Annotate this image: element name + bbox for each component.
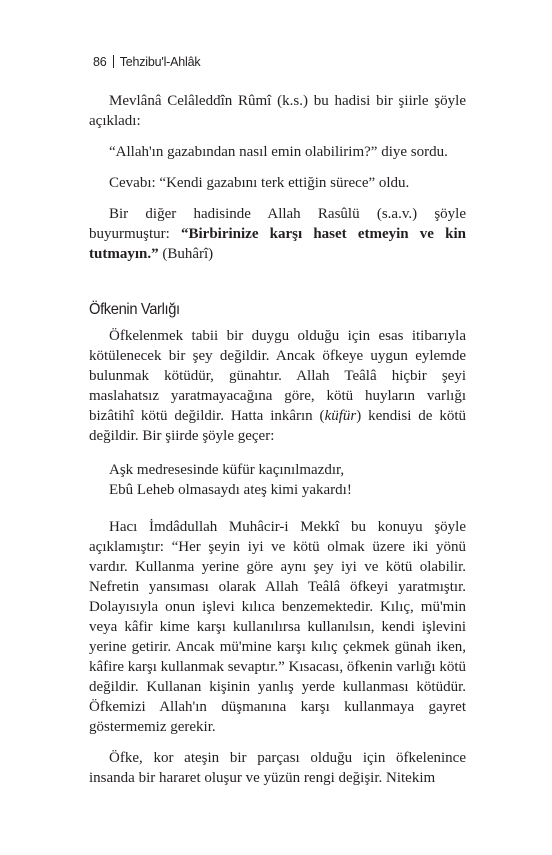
paragraph-imdadullah: Hacı İmdâdullah Muhâcir-i Mekkî bu konuyu şöyle açıklamıştır: “Her şeyin iyi ve kötü olmak üzere iki yönü vardır. Kullanma yerine göre aynı şey iyi ve kötü olabilir. Nefretin yansıması olarak Allah Teâlâ öfkeyi yaratmıştır. Dolayısıyla onun işlevi kılıca benzemektedir. Kılıç, mü'min veya kâfir kime karşı kullanılırsa kullanılsın, kendi işlevini yerine getirir. Ancak mü'mine karşı kılıç çekmek günah iken, kâfire karşı kullanmak sevaptır.” Kısacası, öfkenin varlığı kötü değildir. Kullanan kişinin yanlış yerde kullanması kötüdür. Öfkemizi Allah'ın düşmanına karşı kullanmaya gayret göstermemiz gerekir. [89, 519, 466, 735]
hadith-quote: “Birbirinize karşı haset etmeyin ve kin tutmayın.” [89, 226, 466, 262]
paragraph-hadith [89, 204, 466, 264]
section-heading: Öfkenin Varlığı [89, 301, 180, 318]
header-divider [113, 55, 114, 68]
page-body [89, 91, 466, 788]
paragraph-question: “Allah'ın gazabından nasıl emin olabilirim?” diye sordu. [109, 144, 448, 160]
paragraph-ofke-3: Öfke, kor ateşin bir parçası olduğu için öfkelenince insanda bir hararet oluşur ve yüzün rengi değişir. Nitekim [89, 750, 466, 786]
book-title: Tehzibu'l-Ahlâk [119, 55, 201, 69]
paragraph-answer: Cevabı: “Kendi gazabını terk ettiğin sürece” oldu. [109, 175, 410, 191]
hadith-source: (Buhârî) [158, 246, 214, 262]
hadith-intro: Bir diğer hadisinde Allah Rasûlü (s.a.v.) şöyle buyurmuştur: [89, 206, 466, 242]
ofke-1-italic: küfür [324, 408, 357, 424]
ofke-1-before: Öfkelenmek tabii bir duygu olduğu için esas itibarıyla kötülenecek bir şey değildir. Ancak öfkeye uygun eylemde bulunmak kötüdür, günahtır. Allah Teâlâ hiçbir şeyi maslahatsız yaratmayacağına göre, kötü huyların varlığı bizâtihî kötü değildir. Hatta inkârın ( [89, 328, 466, 424]
poem-block [89, 460, 466, 500]
poem-line-1: Aşk medresesinde küfür kaçınılmazdır, [109, 462, 345, 478]
page-number: 86 [93, 55, 107, 69]
running-header [93, 55, 200, 69]
paragraph-mevlana: Mevlânâ Celâleddîn Rûmî (k.s.) bu hadisi bir şiirle şöyle açıkladı: [89, 93, 466, 129]
poem-line-2: Ebû Leheb olmasaydı ateş kimi yakardı! [109, 482, 352, 498]
paragraph-ofke-1 [89, 326, 466, 446]
ofke-1-after: ) kendisi de kötü değildir. Bir şiirde şöyle geçer: [89, 408, 466, 444]
